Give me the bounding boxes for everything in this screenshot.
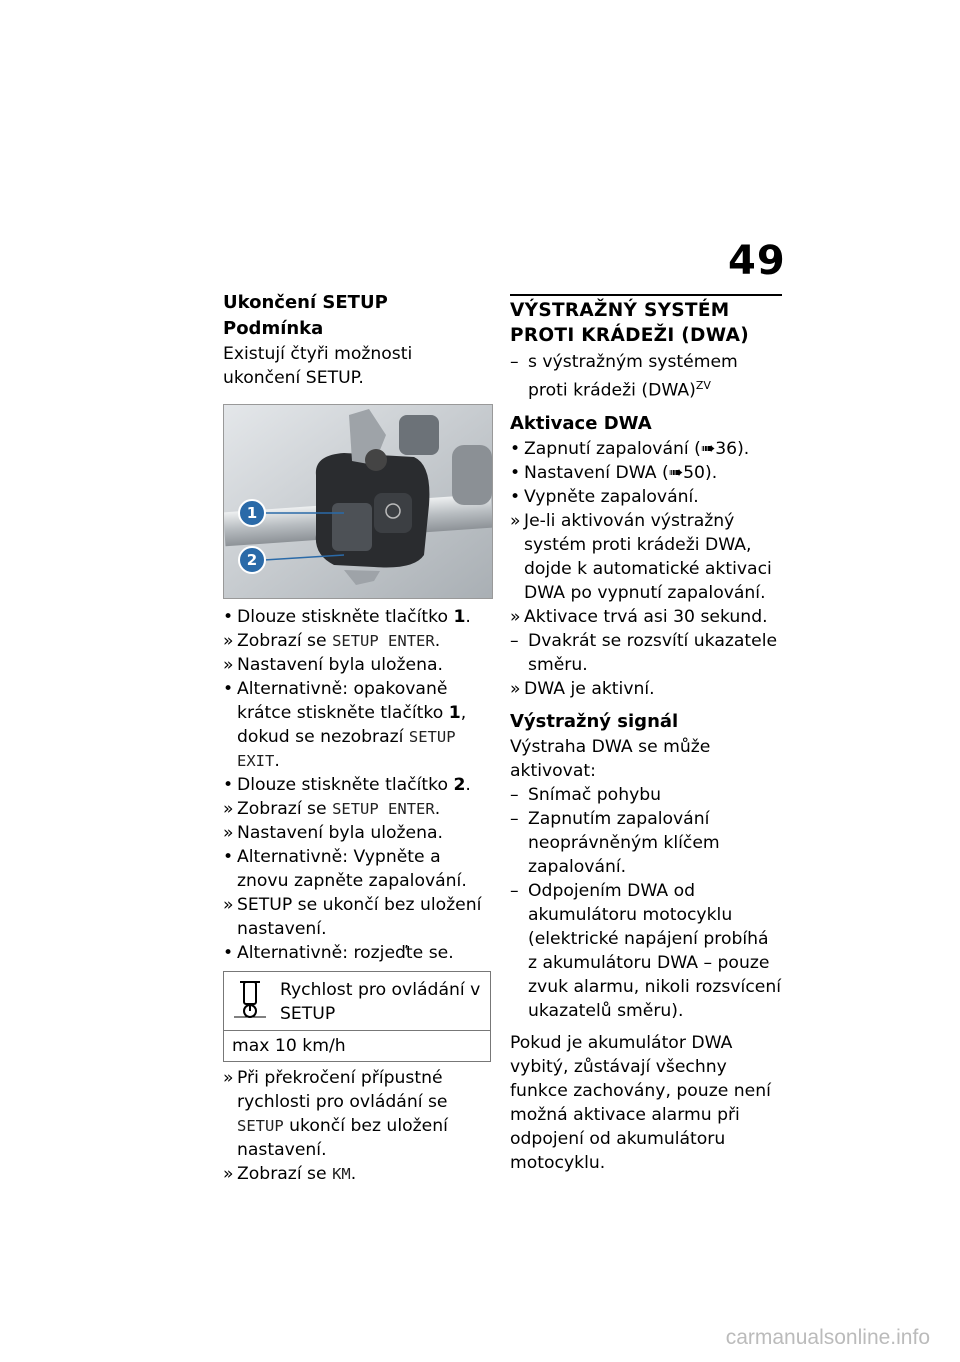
right-column xyxy=(510,294,782,1175)
handlebar-switch-photo xyxy=(223,404,493,599)
after-box-list xyxy=(223,1066,491,1186)
list-item: • Dlouze stiskněte tlačítko 2. xyxy=(223,775,471,795)
page-ref-arrow-icon: ➠ xyxy=(668,462,684,483)
list-item: • Alternativně: opakovaně krátce stiskněte tlačítko 1, dokud se nezobrazí SETUP EXIT. xyxy=(223,679,467,771)
list-item: » Nastavení byla uložena. xyxy=(223,823,444,843)
box-label: Rychlost pro ovládání v SETUP xyxy=(280,980,481,1024)
signal-heading: Výstražný signál xyxy=(510,710,679,732)
list-item: – Zapnutím zapalování neoprávněným klíčem zapalování. xyxy=(510,808,720,877)
list-item: – Snímač pohybu xyxy=(510,784,662,805)
list-item: • Nastavení DWA (➠50). xyxy=(510,462,718,483)
left-column xyxy=(223,290,491,1186)
list-item: – Dvakrát se rozsvítí ukazatele směru. xyxy=(510,630,778,675)
list-item: » Je-li aktivován výstražný systém proti krádeži DWA, dojde k automatické aktivaci DWA po vypnutí zapalování. xyxy=(510,510,772,603)
closing-paragraph: Pokud je akumulátor DWA vybitý, zůstávají všechny funkce zachovány, pouze není možná aktivace alarmu při odpojení od akumulátoru motocyklu. xyxy=(510,1032,771,1173)
list-item: » DWA je aktivní. xyxy=(510,678,655,699)
speed-limit-box xyxy=(223,971,491,1062)
list-item: » Zobrazí se SETUP ENTER. xyxy=(223,799,441,819)
activation-heading: Aktivace DWA xyxy=(510,412,652,434)
activation-list xyxy=(510,437,782,701)
list-item: » Aktivace trvá asi 30 sekund. xyxy=(510,606,768,627)
signal-list xyxy=(510,783,782,1023)
subheading-condition: Podmínka xyxy=(223,318,324,339)
dwa-title: VÝSTRAŽNÝ SYSTÉM PROTI KRÁDEŽI (DWA) xyxy=(510,294,782,348)
page-number: 49 xyxy=(728,238,786,284)
section-heading: Ukončení SETUP xyxy=(223,292,388,313)
intro-text: Existují čtyři možnosti ukončení SETUP. xyxy=(223,344,413,388)
steps-list xyxy=(223,605,491,965)
speedometer-limit-icon xyxy=(230,978,270,1020)
box-value: max 10 km/h xyxy=(232,1036,346,1056)
watermark: carmanualsonline.info xyxy=(725,1326,930,1349)
signal-intro: Výstraha DWA se může aktivovat: xyxy=(510,736,711,781)
list-item: » Při překročení přípustné rychlosti pro ovládání se SETUP ukončí bez uložení nastavení. xyxy=(223,1068,448,1160)
list-item: • Zapnutí zapalování (➠36). xyxy=(510,438,750,459)
list-item: • Alternativně: rozjeďte se. xyxy=(223,943,454,963)
equipment-line: – s výstražným systémem proti krádeži (DWA)$^{ZV}$ xyxy=(510,352,738,401)
list-item: • Vypněte zapalování. xyxy=(510,486,699,507)
list-item: • Alternativně: Vypněte a znovu zapněte zapalování. xyxy=(223,847,467,891)
list-item: » Zobrazí se SETUP ENTER. xyxy=(223,631,441,651)
callout-1-label: 1 xyxy=(246,504,258,522)
list-item: » Zobrazí se KM. xyxy=(223,1164,357,1184)
list-item: » SETUP se ukončí bez uložení nastavení. xyxy=(223,895,482,939)
callout-2-label: 2 xyxy=(246,551,258,569)
list-item: – Odpojením DWA od akumulátoru motocyklu (elektrické napájení probíhá z akumulátoru DWA – pouze zvuk alarmu, nikoli rozsvícení ukazatelů směru). xyxy=(510,880,782,1021)
list-item: » Nastavení byla uložena. xyxy=(223,655,444,675)
list-item: • Dlouze stiskněte tlačítko 1. xyxy=(223,607,471,627)
page-ref-arrow-icon: ➠ xyxy=(700,438,716,459)
